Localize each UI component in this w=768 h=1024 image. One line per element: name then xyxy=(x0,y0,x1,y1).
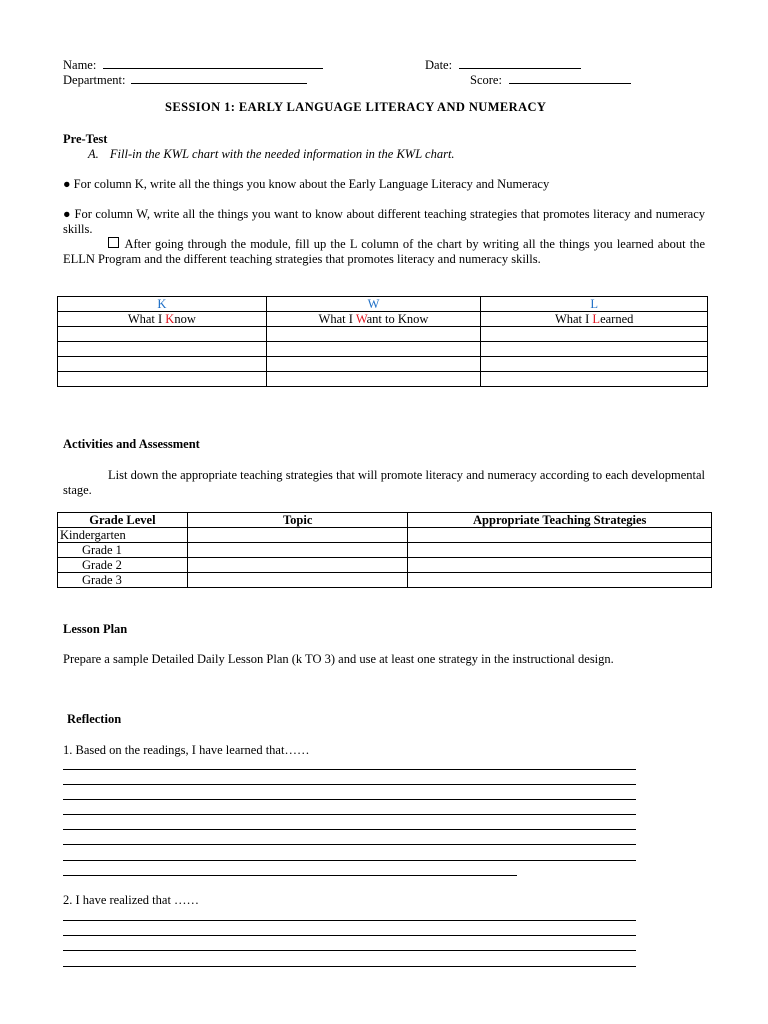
grade-cell: Grade 1 xyxy=(58,543,188,558)
answer-line[interactable] xyxy=(63,844,636,845)
kwl-letter-k: K xyxy=(58,297,267,312)
col-grade-level: Grade Level xyxy=(58,513,188,528)
bullet-k: ● For column K, write all the things you know about the Early Language Literacy and Numeracy xyxy=(63,177,550,191)
score-field xyxy=(470,71,631,88)
answer-line[interactable] xyxy=(63,799,636,800)
department-blank xyxy=(131,71,307,84)
strategies-table xyxy=(57,512,712,588)
kwl-subhead-k: What I Know xyxy=(58,312,267,327)
answer-line[interactable] xyxy=(63,814,636,815)
kwl-cell[interactable] xyxy=(58,357,267,372)
topic-cell[interactable] xyxy=(187,573,408,588)
kwl-cell[interactable] xyxy=(481,342,708,357)
score-blank xyxy=(509,71,631,84)
bullet-l-text: After going through the module, fill up the L column of the chart by writing all the things you learned about the ELLN Program and the different teaching strategies that promotes literacy and numeracy skills. xyxy=(63,237,705,266)
kwl-letter-row xyxy=(58,297,708,312)
bullet-l xyxy=(63,237,705,267)
strategy-cell[interactable] xyxy=(408,528,712,543)
department-label: Department: xyxy=(63,73,126,87)
answer-line[interactable] xyxy=(63,860,636,861)
activities-heading: Activities and Assessment xyxy=(63,437,200,451)
strategy-cell[interactable] xyxy=(408,558,712,573)
checkbox-icon xyxy=(108,237,119,248)
strategy-cell[interactable] xyxy=(408,573,712,588)
kwl-cell[interactable] xyxy=(58,372,267,387)
table-row xyxy=(58,528,712,543)
reflection-question-1: 1. Based on the readings, I have learned that…… xyxy=(63,743,310,757)
answer-line[interactable] xyxy=(63,950,636,951)
kwl-subhead-l: What I Learned xyxy=(481,312,708,327)
kwl-cell[interactable] xyxy=(58,342,267,357)
table-row xyxy=(58,573,712,588)
table-row xyxy=(58,558,712,573)
kwl-cell[interactable] xyxy=(266,327,481,342)
answer-line[interactable] xyxy=(63,875,517,876)
grade-cell: Grade 2 xyxy=(58,558,188,573)
instruction-text: Fill-in the KWL chart with the needed information in the KWL chart. xyxy=(109,147,455,161)
kwl-blank-row[interactable] xyxy=(58,357,708,372)
name-blank xyxy=(103,56,323,69)
kwl-letter-w: W xyxy=(266,297,481,312)
pretest-heading: Pre-Test xyxy=(63,132,108,146)
name-label: Name: xyxy=(63,58,97,72)
table-row xyxy=(58,543,712,558)
kwl-cell[interactable] xyxy=(481,327,708,342)
strategy-cell[interactable] xyxy=(408,543,712,558)
grade-cell: Kindergarten xyxy=(58,528,188,543)
date-label: Date: xyxy=(425,58,453,72)
answer-line[interactable] xyxy=(63,966,636,967)
kwl-blank-row[interactable] xyxy=(58,372,708,387)
bullet-w: ● For column W, write all the things you want to know about different teaching strategies that promotes literacy and numeracy skills. xyxy=(63,207,705,236)
grade-cell: Grade 3 xyxy=(58,573,188,588)
reflection-question-2: 2. I have realized that …… xyxy=(63,893,200,907)
activities-instruction: List down the appropriate teaching strategies that will promote literacy and numeracy according to each developmental stage. xyxy=(63,468,705,497)
col-topic: Topic xyxy=(187,513,408,528)
answer-line[interactable] xyxy=(63,829,636,830)
kwl-cell[interactable] xyxy=(266,357,481,372)
kwl-blank-row[interactable] xyxy=(58,327,708,342)
kwl-subhead-w: What I Want to Know xyxy=(266,312,481,327)
kwl-chart xyxy=(57,296,708,387)
answer-line[interactable] xyxy=(63,784,636,785)
instruction-marker: A. xyxy=(88,147,99,161)
topic-cell[interactable] xyxy=(187,543,408,558)
topic-cell[interactable] xyxy=(187,558,408,573)
kwl-cell[interactable] xyxy=(58,327,267,342)
lesson-plan-heading: Lesson Plan xyxy=(63,622,128,636)
answer-line[interactable] xyxy=(63,920,636,921)
col-strategies: Appropriate Teaching Strategies xyxy=(408,513,712,528)
kwl-blank-row[interactable] xyxy=(58,342,708,357)
topic-cell[interactable] xyxy=(187,528,408,543)
score-label: Score: xyxy=(470,73,502,87)
date-blank xyxy=(459,56,581,69)
kwl-cell[interactable] xyxy=(481,372,708,387)
answer-line[interactable] xyxy=(63,769,636,770)
session-title: SESSION 1: EARLY LANGUAGE LITERACY AND NUMERACY xyxy=(165,100,547,114)
kwl-subhead-row xyxy=(58,312,708,327)
kwl-letter-l: L xyxy=(481,297,708,312)
pretest-instruction xyxy=(88,147,455,162)
department-field xyxy=(63,71,307,88)
kwl-cell[interactable] xyxy=(266,342,481,357)
kwl-cell[interactable] xyxy=(481,357,708,372)
lesson-plan-text: Prepare a sample Detailed Daily Lesson Plan (k TO 3) and use at least one strategy in the instructional design. xyxy=(63,652,614,666)
kwl-cell[interactable] xyxy=(266,372,481,387)
answer-line[interactable] xyxy=(63,935,636,936)
strategies-header-row xyxy=(58,513,712,528)
reflection-heading: Reflection xyxy=(67,712,122,726)
